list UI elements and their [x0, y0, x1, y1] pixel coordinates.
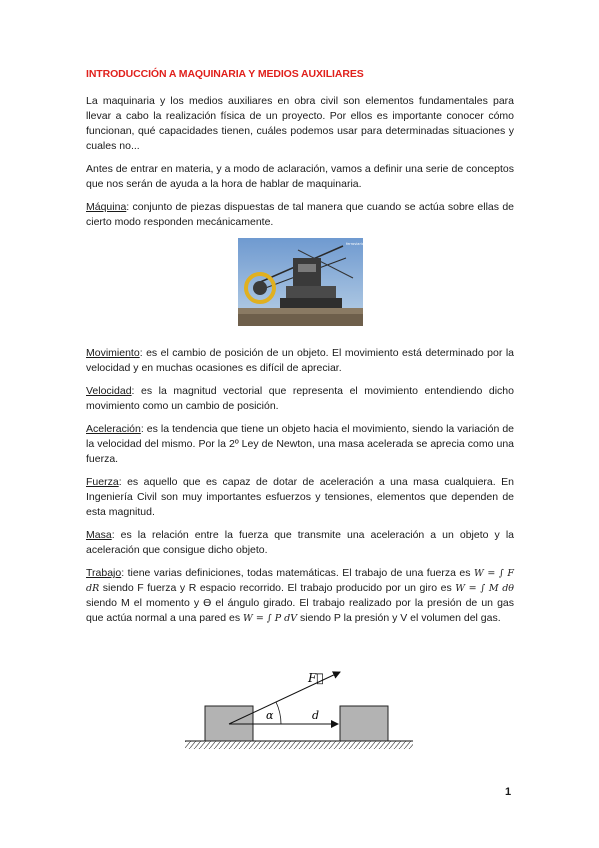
aclaracion-paragraph: Antes de entrar en materia, y a modo de aclaración, vamos a definir una serie de conceptos que nos serán de ayuda a la hora de hablar de maquinaria. [86, 163, 514, 190]
angle-arc [276, 702, 281, 724]
definition-masa-text: : es la relación entre la fuerza que transmite una aceleración a un objeto y la aceleración que consigue dicho objeto. [86, 529, 514, 556]
term-movimiento: Movimiento [86, 347, 140, 359]
distance-label: d [312, 709, 320, 722]
excavator-photo [238, 238, 373, 326]
definition-movimiento [86, 346, 514, 376]
definition-fuerza [86, 475, 514, 520]
definition-maquina [86, 200, 514, 230]
definition-aceleracion-text: : es la tendencia que tiene un objeto hacia el movimiento, siendo la variación de la velocidad del mismo. Por la 2º Ley de Newton, una masa acelerada se aprecia como una fuerza. [86, 423, 514, 465]
photo-watermark: ferroviario.com [345, 242, 373, 246]
definition-maquina-text: : conjunto de piezas dispuestas de tal manera que cuando se actúa sobre ellas de cierto modo responden mecánicamente. [86, 201, 514, 228]
definition-masa [86, 528, 514, 558]
term-masa: Masa [86, 529, 112, 541]
trabajo-text-3: siendo M el momento y Ɵ el ángulo girado. El trabajo realizado por la presión de un gas que actúa normal a una pared es [86, 597, 514, 624]
trabajo-text-2: siendo F fuerza y R espacio recorrido. El trabajo producido por un giro es [99, 582, 456, 594]
term-trabajo: Trabajo [86, 567, 122, 579]
intro-paragraph: La maquinaria y los medios auxiliares en obra civil son elementos fundamentales para llevar a cabo la realización física de un proyecto. Por ellos es importante conocer cómo funcionan, qué capacidades tienen, cuáles podemos usar para determinadas situaciones y cuales no... [86, 95, 514, 152]
trabajo-text-4: siendo P la presión y V el volumen del gas. [297, 612, 501, 624]
force-label: F⃗ [308, 671, 324, 685]
definition-fuerza-text: : es aquello que es capaz de dotar de aceleración a una masa cualquiera. En Ingeniería Civil son muy importantes esfuerzos y tensiones, elementos que dependen de esta magnitud. [86, 476, 514, 518]
document-title: INTRODUCCIÓN A MAQUINARIA Y MEDIOS AUXILIARES [86, 68, 364, 80]
work-diagram [180, 658, 420, 755]
trabajo-text-1: : tiene varias definiciones, todas matemáticas. El trabajo de una fuerza es [121, 567, 474, 579]
definition-aceleracion [86, 422, 514, 467]
definition-velocidad-text: : es la magnitud vectorial que representa el movimiento entendiendo dicho movimiento como un cambio de posición. [86, 385, 514, 412]
term-fuerza: Fuerza [86, 476, 119, 488]
definition-movimiento-text: : es el cambio de posición de un objeto. El movimiento está determinado por la velocidad y en muchas ocasiones es difícil de apreciar. [86, 347, 514, 374]
document-page [86, 68, 514, 634]
term-aceleracion: Aceleración [86, 423, 141, 435]
definition-velocidad [86, 384, 514, 414]
formula-work-force: W = ∫ F dR [86, 568, 514, 594]
definition-trabajo [86, 566, 514, 626]
page-number: 1 [505, 786, 512, 798]
angle-label: α [266, 709, 274, 722]
formula-work-rotation: W = ∫ M dθ [455, 583, 514, 594]
term-velocidad: Velocidad [86, 385, 132, 397]
formula-work-pressure: W = ∫ P dV [243, 613, 298, 624]
term-maquina: Máquina [86, 201, 127, 213]
block-end [340, 706, 388, 741]
